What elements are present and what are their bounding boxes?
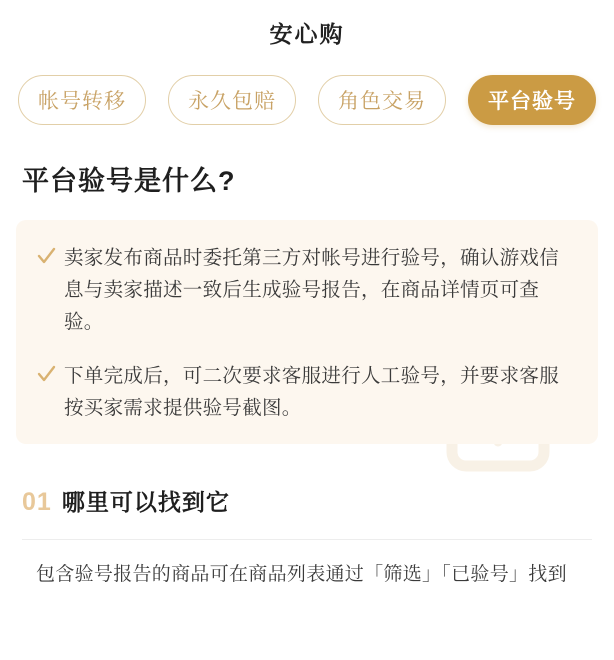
page-title: 安心购 <box>269 21 345 47</box>
check-icon <box>36 246 56 268</box>
numbered-heading <box>22 484 614 517</box>
tab-label: 永久包赔 <box>188 90 276 113</box>
tab-permanent-compensation[interactable] <box>168 75 296 125</box>
section-title: 平台验号是什么? <box>22 166 236 196</box>
tab-platform-verification[interactable] <box>468 75 596 125</box>
tab-account-transfer[interactable] <box>18 75 146 125</box>
list-item <box>36 360 578 424</box>
tab-label: 帐号转移 <box>38 90 126 113</box>
divider <box>22 539 592 540</box>
tab-label: 角色交易 <box>338 90 426 113</box>
header <box>0 0 614 49</box>
info-item-text: 卖家发布商品时委托第三方对帐号进行验号，确认游戏信息与卖家描述一致后生成验号报告，在商品详情页可查验。 <box>64 247 560 333</box>
tab-bar <box>0 49 614 125</box>
info-card <box>16 220 598 444</box>
list-item <box>36 242 578 338</box>
step-number: 01 <box>22 488 52 516</box>
check-icon <box>36 364 56 386</box>
tab-label: 平台验号 <box>488 90 576 113</box>
step-title: 哪里可以找到它 <box>61 489 230 515</box>
step-paragraph: 包含验号报告的商品可在商品列表通过「筛选」「已验号」找到 <box>36 564 567 585</box>
info-item-text: 下单完成后，可二次要求客服进行人工验号，并要求客服按买家需求提供验号截图。 <box>64 365 560 419</box>
tab-character-trade[interactable] <box>318 75 446 125</box>
